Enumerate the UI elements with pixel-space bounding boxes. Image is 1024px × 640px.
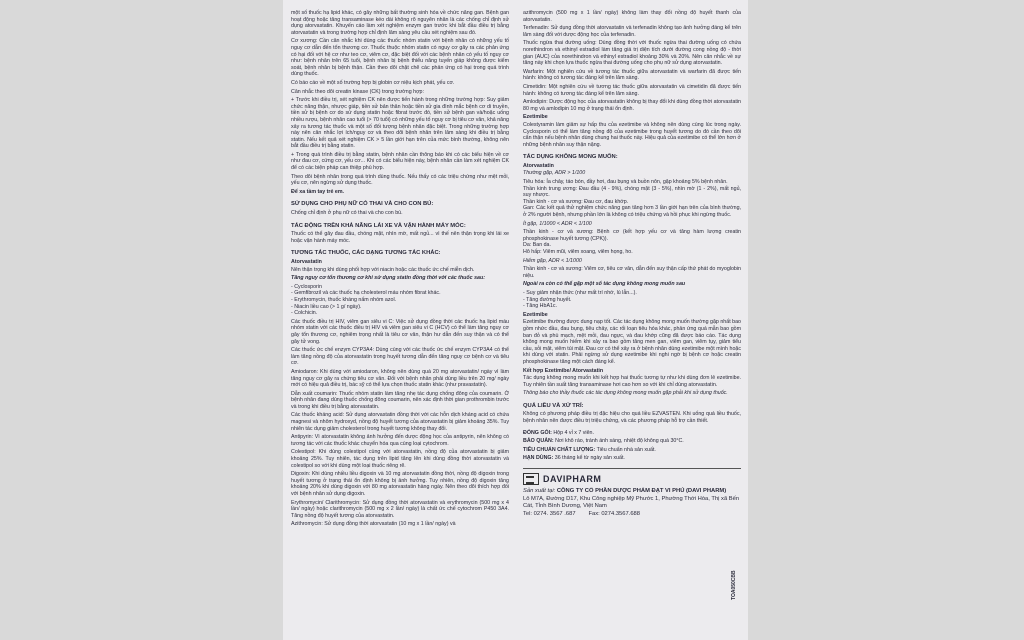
manufacturer-name: CÔNG TY CỔ PHẦN DƯỢC PHẨM ĐẠT VI PHÚ (DAVI PHARM) bbox=[556, 488, 727, 495]
manufacturer-info bbox=[523, 488, 741, 518]
paragraph: Antipyrin: Vì atorvastatin không ảnh hưởng đến dược động học của antipyrin, nên không có tương tác với các thuốc khác chuyển hóa qua cùng loại cytochrom. bbox=[291, 434, 509, 447]
document-code: TOA050CBB bbox=[731, 570, 737, 600]
paragraph: Amiodaron: Khi dùng với amiodaron, không nên dùng quá 20 mg atorvastatin/ ngày vì làm tăng nguy cơ gây ra chứng tiêu cơ vân. Đối với bệnh nhân phải dùng liều trên 20 mg/ ngày mới có hiệu quả điều trị, bác sỹ có thể lựa chọn thuốc statin khác (như pravastatin). bbox=[291, 368, 509, 389]
expiry-label: HẠN DÙNG: bbox=[523, 455, 554, 462]
paragraph: Amlodipin: Dược động học của atorvastatin không bị thay đổi khi dùng đồng thời atorvastatin 80 mg và amlodipin 10 mg ở trạng thái ổn định. bbox=[523, 99, 741, 112]
subheading: Atorvastatin bbox=[523, 162, 554, 169]
paragraph: Dẫn xuất coumarin: Thuốc nhóm statin làm tăng nhẹ tác dụng chống đông của coumarin. Ở bệnh nhân đang dùng thuốc chống đông coumarin, nên xác định thời gian prothrombin trước và trong khi điều trị bằng atorvastatin. bbox=[291, 390, 509, 410]
paragraph: Cân nhắc theo dõi creatin kinase (CK) trong trường hợp: bbox=[291, 88, 424, 95]
manufacturer-line bbox=[523, 488, 741, 496]
emphasis-text: Tăng nguy cơ tổn thương cơ khi sử dụng statin đồng thời với các thuốc sau: bbox=[291, 275, 485, 282]
fax-number: Fax: 0274.3567.688 bbox=[588, 510, 641, 517]
paragraph: Colestipol: Khi dùng colestipol cùng với atorvastatin, nồng độ của atorvastatin bị giảm khoảng 25%. Tuy nhiên, tác dụng trên lipid tăng lên khi dùng đồng thời atorvastatin và colestipol so với khi dùng một loại thuốc riêng rẽ. bbox=[291, 449, 509, 469]
paragraph: Colestyramin làm giảm sự hấp thu của ezetimibe và không nên dùng cùng lúc trong ngày. Cyclosporin có thể làm tăng nồng độ của ezetimibe trong huyết tương do đó cần theo dõi cẩn thận nếu bệnh nhân dùng chung hai thuốc này. Hiệu quả của ezetimibe có thể lớn hơn ở những bệnh nhân suy thận nặng. bbox=[523, 121, 741, 148]
subheading: Atorvastatin bbox=[291, 259, 322, 265]
contact-line bbox=[523, 511, 741, 519]
paragraph: Tác dụng không mong muốn khi kết hợp hai thuốc tương tự như khi dùng đơn lẻ ezetimibe. Tuy nhiên tần suất tăng transaminase hơi cao hơn so với khi chỉ dùng atorvastatin. bbox=[523, 375, 741, 388]
paragraph: Warfarin: Một nghiên cứu về tương tác thuốc giữa atorvastatin và warfarin đã được tiến hành: không có tương tác đáng kể trên lâm sàng. bbox=[523, 68, 741, 82]
expiry-line bbox=[523, 455, 741, 462]
section-heading-overdose: QUÁ LIỀU VÀ XỬ TRÍ: bbox=[523, 402, 584, 409]
paragraph: Các thuốc kháng acid: Sử dụng atorvastatin đồng thời với các hỗn dịch kháng acid có chứa magnesi và nhôm hydroxyd, nồng độ huyết tương của atorvastatin bị giảm khoảng 35%. Tuy nhiên tác dụng giảm cholesterol trong huyết tương không thay đổi. bbox=[291, 412, 509, 432]
section-heading-interactions: TƯƠNG TÁC THUỐC, CÁC DẠNG TƯƠNG TÁC KHÁC: bbox=[291, 250, 441, 257]
paragraph: Thuốc có thể gây đau đầu, chóng mặt, nhìn mờ, mất ngủ... vì thế nên thận trọng khi lái xe hoặc vận hành máy móc. bbox=[291, 231, 509, 244]
right-column bbox=[523, 10, 741, 518]
paragraph: Chống chỉ định ở phụ nữ có thai và cho con bú. bbox=[291, 210, 403, 217]
warning-text: Để xa tầm tay trẻ em. bbox=[291, 188, 344, 195]
paragraph: Thần kinh - cơ và xương: Viêm cơ, tiêu cơ vân, dẫn đến suy thận cấp thứ phát do myoglobin niệu. bbox=[523, 266, 741, 279]
paragraph: azithromycin (500 mg x 1 lần/ ngày) không làm thay đổi nồng độ huyết thanh của atorvastatin. bbox=[523, 10, 741, 23]
paragraph: Theo dõi bệnh nhân trong quá trình dùng thuốc. Nếu thấy có các triệu chứng như mệt mỏi, yếu cơ, nên ngừng sử dụng thuốc. bbox=[291, 173, 509, 187]
storage-value: Nơi khô ráo, tránh ánh sáng, nhiệt độ không quá 30°C. bbox=[555, 438, 684, 445]
interaction-list: - Cyclosporin - Gemfibrozil và các thuốc hạ cholesterol máu nhóm fibrat khác. - Erythromycin, thuốc kháng nấm nhóm azol. - Niacin liều cao (> 1 g/ ngày). - Colchicin. bbox=[291, 283, 441, 317]
paragraph: Ezetimibe thường được dung nạp tốt. Các tác dụng không mong muốn thường gặp nhất bao gồm nhức đầu, đau bụng, tiêu chảy, các rối loạn tiêu hóa khác, phản ứng quá mẫn bao gồm ban đỏ và phù mạch, mệt mỏi, đau ngực, và đau khớp cũng đã được báo cáo. Tác dụng không mong muốn hiếm khi xảy ra bao gồm tăng men gan, viêm gan, viêm tụy, giảm tiểu cầu, sỏi mật, viêm túi mật. Đau cơ có thể xảy ra ở bệnh nhân dùng ezetimibe một mình hoặc khi dùng với statin. Phải ngừng sử dụng ezetimibe khi nghi ngờ bị bệnh cơ hoặc creatin phosphokinase tăng một cách đáng kể. bbox=[523, 319, 741, 365]
paragraph: Các thuốc điều trị HIV, viêm gan siêu vi C: Việc sử dụng đồng thời các thuốc hạ lipid máu nhóm statin với các thuốc điều trị HIV và viêm gan siêu vi C (HCV) có thể làm tăng nguy cơ gây tổn thương cơ, nghiêm trọng nhất là tiêu cơ vân, thận hư dẫn đến suy thận và có thể gây tử vong. bbox=[291, 318, 509, 345]
packaging-value: Hộp 4 vỉ x 7 viên. bbox=[553, 429, 594, 436]
quality-label: TIÊU CHUẨN CHẤT LƯỢNG: bbox=[523, 446, 596, 453]
paragraph: Có báo cáo về một số trường hợp bị globin cơ niệu kịch phát, yếu cơ. bbox=[291, 79, 455, 86]
paragraph: Terfenadin: Sử dụng đồng thời atorvastatin và terfenadin không tạo ảnh hưởng đáng kể trên lâm sàng đối với dược động học của terfenadin. bbox=[523, 25, 741, 38]
logo-text: DAVIPHARM bbox=[543, 473, 602, 484]
expiry-value: 36 tháng kể từ ngày sản xuất. bbox=[554, 455, 625, 462]
paragraph: Tiêu hóa: Ỉa chảy, táo bón, đầy hơi, đau bụng và buồn nôn, gặp khoảng 5% bệnh nhân. Thần kinh trung ương: Đau đầu (4 - 9%), chóng mặt (3 - 5%), nhìn mờ (1 - 2%), mất ngủ, suy nhược. Thần kinh - cơ và xương: Đau cơ, đau khớp. Gan: Các kết quả thử nghiệm chức năng gan tăng hơn 3 lần giới hạn trên của bình thường, ở 2% người bệnh, nhưng phần lớn là không có triệu chứng và hồi phục khi ngừng thuốc. bbox=[523, 179, 741, 219]
frequency-label: Ít gặp, 1/1000 < ADR < 1/100 bbox=[523, 220, 592, 227]
davipharm-logo-icon bbox=[523, 473, 539, 485]
paragraph: Nên thận trọng khi dùng phối hợp với niacin hoặc các thuốc ức chế miễn dịch. bbox=[291, 266, 475, 273]
storage-label: BẢO QUẢN: bbox=[523, 438, 554, 445]
paragraph: Các thuốc ức chế enzym CYP3A4: Dùng cùng với các thuốc ức chế enzym CYP3A4 có thể làm tăng nồng độ của atorvastatin trong huyết tương dẫn đến tăng nguy cơ bệnh cơ và tiêu cơ. bbox=[291, 347, 509, 367]
emphasis-text: Ngoài ra còn có thể gặp một số tác dụng không mong muốn sau bbox=[523, 281, 686, 288]
section-heading-adverse: TÁC DỤNG KHÔNG MONG MUỐN: bbox=[523, 154, 618, 161]
paragraph: Cimetidin: Một nghiên cứu về tương tác thuốc giữa atorvastatin và cimetidin đã được tiến hành: không có tương tác đáng kể trên lâm sàng. bbox=[523, 83, 741, 97]
manufacturer-address: Lô M7A, Đường D17, Khu Công nghiệp Mỹ Phước 1, Phường Thới Hòa, Thị xã Bến Cát, Tỉnh Bình Dương, Việt Nam bbox=[523, 495, 740, 510]
packaging-line bbox=[523, 430, 741, 437]
paragraph: Cơ xương: Cần cân nhắc khi dùng các thuốc nhóm statin với bệnh nhân có những yếu tố nguy cơ dẫn đến tổn thương cơ. Thuốc thuộc nhóm statin có nguy cơ gây ra các phản ứng có hại đối với hệ cơ như teo cơ, viêm cơ, đặc biệt đối với các bệnh nhân có yếu tố nguy cơ như: bệnh nhân trên 65 tuổi, bệnh nhân bị bệnh thiểu năng tuyến giáp không được kiểm soát, bệnh nhân bị bệnh thận. Cần theo dõi chặt chẽ các phản ứng có hại trong quá trình dùng thuốc. bbox=[291, 38, 509, 78]
subheading: Ezetimibe bbox=[523, 311, 548, 318]
paragraph: một số thuốc hạ lipid khác, có gây những bất thường sinh hóa về chức năng gan. Bệnh gan hoạt động hoặc tăng transaminase kéo dài không rõ nguyên nhân là các chống chỉ định sử dụng atorvastatin. Khuyến cáo làm xét nghiệm enzym gan trước khi bắt đầu điều trị bằng atorvastatin và trong trường hợp chỉ định lâm sàng yêu cầu xét nghiệm sau đó. bbox=[291, 10, 509, 36]
paragraph: Digoxin: Khi dùng nhiều liều digoxin và 10 mg atorvastatin đồng thời, nồng độ digoxin trong huyết tương ở trạng thái ổn định không bị ảnh hưởng. Tuy nhiên, nồng độ digoxin tăng khoảng 20% khi dùng digoxin với 80 mg atorvastatin hàng ngày. Nên theo dõi thích hợp đối với bệnh nhân sử dụng digoxin. bbox=[291, 471, 509, 497]
subheading: Kết hợp Ezetimibe/ Atorvastatin bbox=[523, 367, 604, 374]
section-heading-pregnancy: SỬ DỤNG CHO PHỤ NỮ CÓ THAI VÀ CHO CON BÚ: bbox=[291, 201, 434, 208]
packaging-label: ĐÓNG GÓI: bbox=[523, 429, 552, 436]
phone-number: Tel: 0274. 3567 .687 bbox=[523, 510, 576, 517]
paragraph: + Trong quá trình điều trị bằng statin, bệnh nhân cần thông báo khi có các biểu hiện về cơ như đau cơ, cứng cơ, yếu cơ... Khi có các biểu hiện này, bệnh nhân cần làm xét nghiệm CK để có các biện pháp can thiệp phù hợp. bbox=[291, 151, 509, 172]
paragraph: Không có phương pháp điều trị đặc hiệu cho quá liều EZVASTEN. Khi uống quá liều thuốc, bệnh nhân nên được điều trị triệu chứng, và các phương pháp hỗ trợ cần thiết. bbox=[523, 411, 741, 425]
frequency-label: Hiếm gặp, ADR < 1/1000 bbox=[523, 257, 582, 264]
paragraph: Azithromycin: Sử dụng đồng thời atorvastatin (10 mg x 1 lần/ ngày) và bbox=[291, 521, 456, 528]
adverse-list: - Suy giảm nhận thức (như mất trí nhớ, lú lẫn...). - Tăng đường huyết. - Tăng HbA1c. bbox=[523, 289, 637, 310]
quality-value: Tiêu chuẩn nhà sản xuất. bbox=[596, 446, 656, 453]
storage-line bbox=[523, 438, 741, 445]
quality-line bbox=[523, 447, 741, 454]
package-insert-sheet bbox=[283, 0, 748, 640]
paragraph: Erythromycin/ Clarithromycin: Sử dụng đồng thời atorvastatin và erythromycin (500 mg x 4 lần/ ngày) hoặc clarithromycin (500 mg x 2 lần/ ngày) là chất ức chế cytochrom P450 3A4. Tăng nồng độ huyết tương của atorvastatin. bbox=[291, 499, 509, 519]
section-heading-driving: TÁC ĐỘNG TRÊN KHẢ NĂNG LÁI XE VÀ VẬN HÀNH MÁY MÓC: bbox=[291, 222, 466, 229]
notice-text: Thông báo cho thầy thuốc các tác dụng không mong muốn gặp phải khi sử dụng thuốc. bbox=[523, 390, 728, 397]
manufacturer-label: Sản xuất tại: bbox=[523, 488, 556, 495]
frequency-label: Thường gặp, ADR > 1/100 bbox=[523, 170, 586, 177]
subheading: Ezetimibe bbox=[523, 114, 548, 121]
paragraph: Thần kinh - cơ và xương: Bệnh cơ (kết hợp yếu cơ và tăng hàm lượng creatin phosphokinase huyết tương (CPK)). Da: Ban da. Hô hấp: Viêm mũi, viêm xoang, viêm họng, ho. bbox=[523, 229, 741, 255]
manufacturer-logo bbox=[523, 468, 741, 485]
paragraph: Thuốc ngừa thai đường uống: Dùng đồng thời với thuốc ngừa thai đường uống có chứa norethindron và ethinyl estradiol làm tăng giá trị diện tích dưới đường cong nồng độ - thời gian (AUC) của norethindron và ethinyl estradiol khoảng 30% và 20%. Nên cân nhắc về sự tăng này khi chọn lựa thuốc ngừa thai đường uống cho phụ nữ sử dụng atorvastatin. bbox=[523, 40, 741, 67]
paragraph: + Trước khi điều trị, xét nghiệm CK nên được tiến hành trong những trường hợp: Suy giảm chức năng thận, nhược giáp, tiền sử bản thân hoặc tiền sử gia đình mắc bệnh cơ di truyền, tiền sử bị bệnh cơ do sử dụng statin hoặc fibrat trước đó, tiền sử bệnh gan và/hoặc uống nhiều rượu, bệnh nhân cao tuổi (> 70 tuổi) có những yếu tố nguy cơ bị tiêu cơ vân, khả năng xảy ra tương tác thuốc và một số đối tượng bệnh nhân đặc biệt. Trong những trường hợp này nên cân nhắc lợi ích/nguy cơ và theo dõi bệnh nhân trên lâm sàng khi điều trị bằng statin. Nếu kết quả xét nghiệm CK > 5 lần giới hạn trên của mức bình thường, không nên bắt đầu điều trị bằng statin. bbox=[291, 97, 509, 150]
left-column bbox=[291, 10, 509, 530]
